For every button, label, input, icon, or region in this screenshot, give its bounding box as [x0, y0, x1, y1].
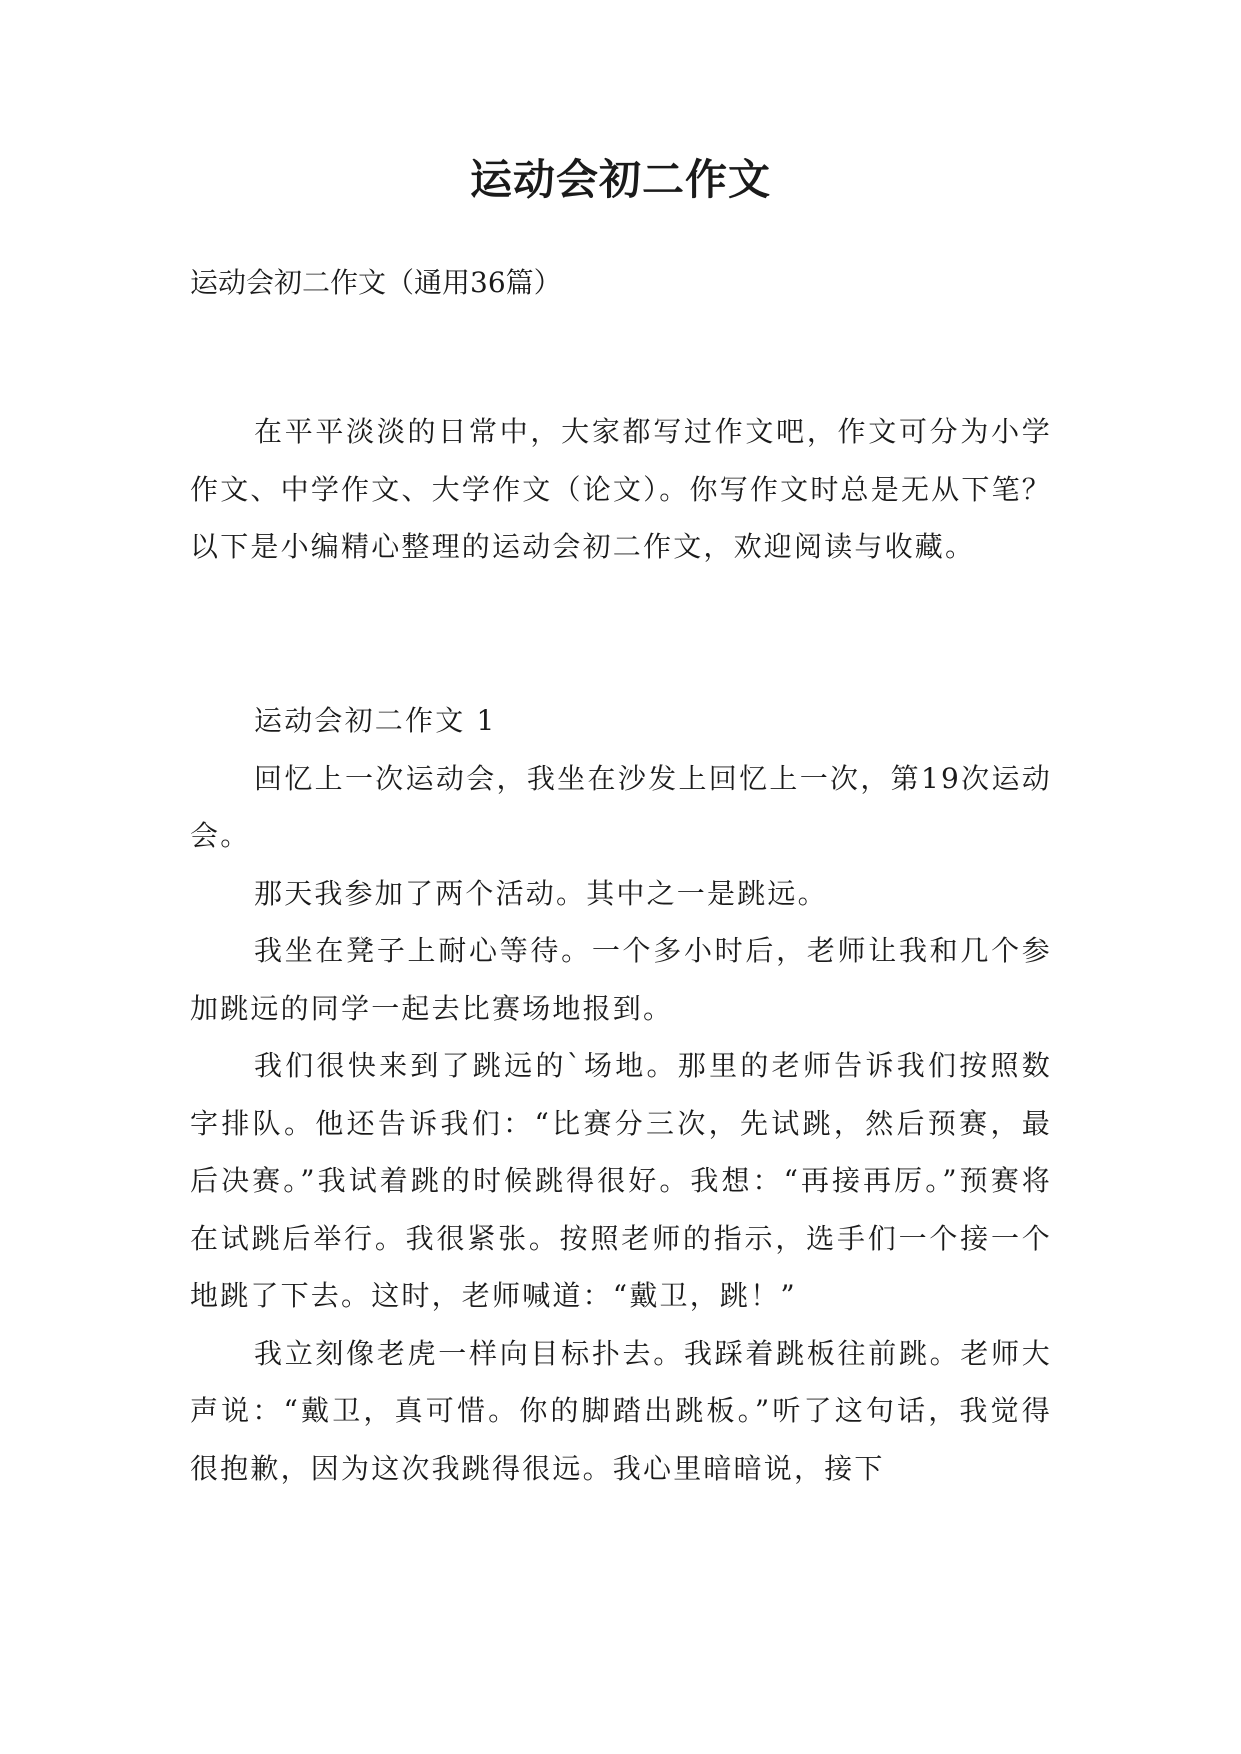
document-subtitle: 运动会初二作文（通用36篇） — [190, 266, 562, 299]
essay-paragraph: 我坐在凳子上耐心等待。一个多小时后，老师让我和几个参加跳远的同学一起去比赛场地报到。 — [190, 934, 1052, 1025]
intro-paragraph: 在平平淡淡的日常中，大家都写过作文吧，作文可分为小学作文、中学作文、大学作文（论文）。你写作文时总是无从下笔？以下是小编精心整理的运动会初二作文，欢迎阅读与收藏。 — [190, 415, 1052, 563]
essay-heading: 运动会初二作文 1 — [254, 704, 497, 737]
essay-paragraph: 那天我参加了两个活动。其中之一是跳远。 — [254, 876, 828, 910]
essay-paragraph: 我们很快来到了跳远的`场地。那里的老师告诉我们按照数字排队。他还告诉我们：“比赛分三次，先试跳，然后预赛，最后决赛。”我试着跳的时候跳得很好。我想：“再接再厉。”预赛将在试跳后举行。我很紧张。按照老师的指示，选手们一个接一个地跳了下去。这时，老师喊道：“戴卫，跳！” — [190, 1049, 1052, 1312]
document-title: 运动会初二作文 — [469, 155, 771, 204]
essay-paragraph: 我立刻像老虎一样向目标扑去。我踩着跳板往前跳。老师大声说：“戴卫，真可惜。你的脚踏出跳板。”听了这句话，我觉得很抱歉，因为这次我跳得很远。我心里暗暗说，接下 — [190, 1336, 1052, 1485]
essay-section — [190, 692, 1052, 1497]
essay-paragraph: 回忆上一次运动会，我坐在沙发上回忆上一次，第19次运动会。 — [190, 761, 1052, 852]
